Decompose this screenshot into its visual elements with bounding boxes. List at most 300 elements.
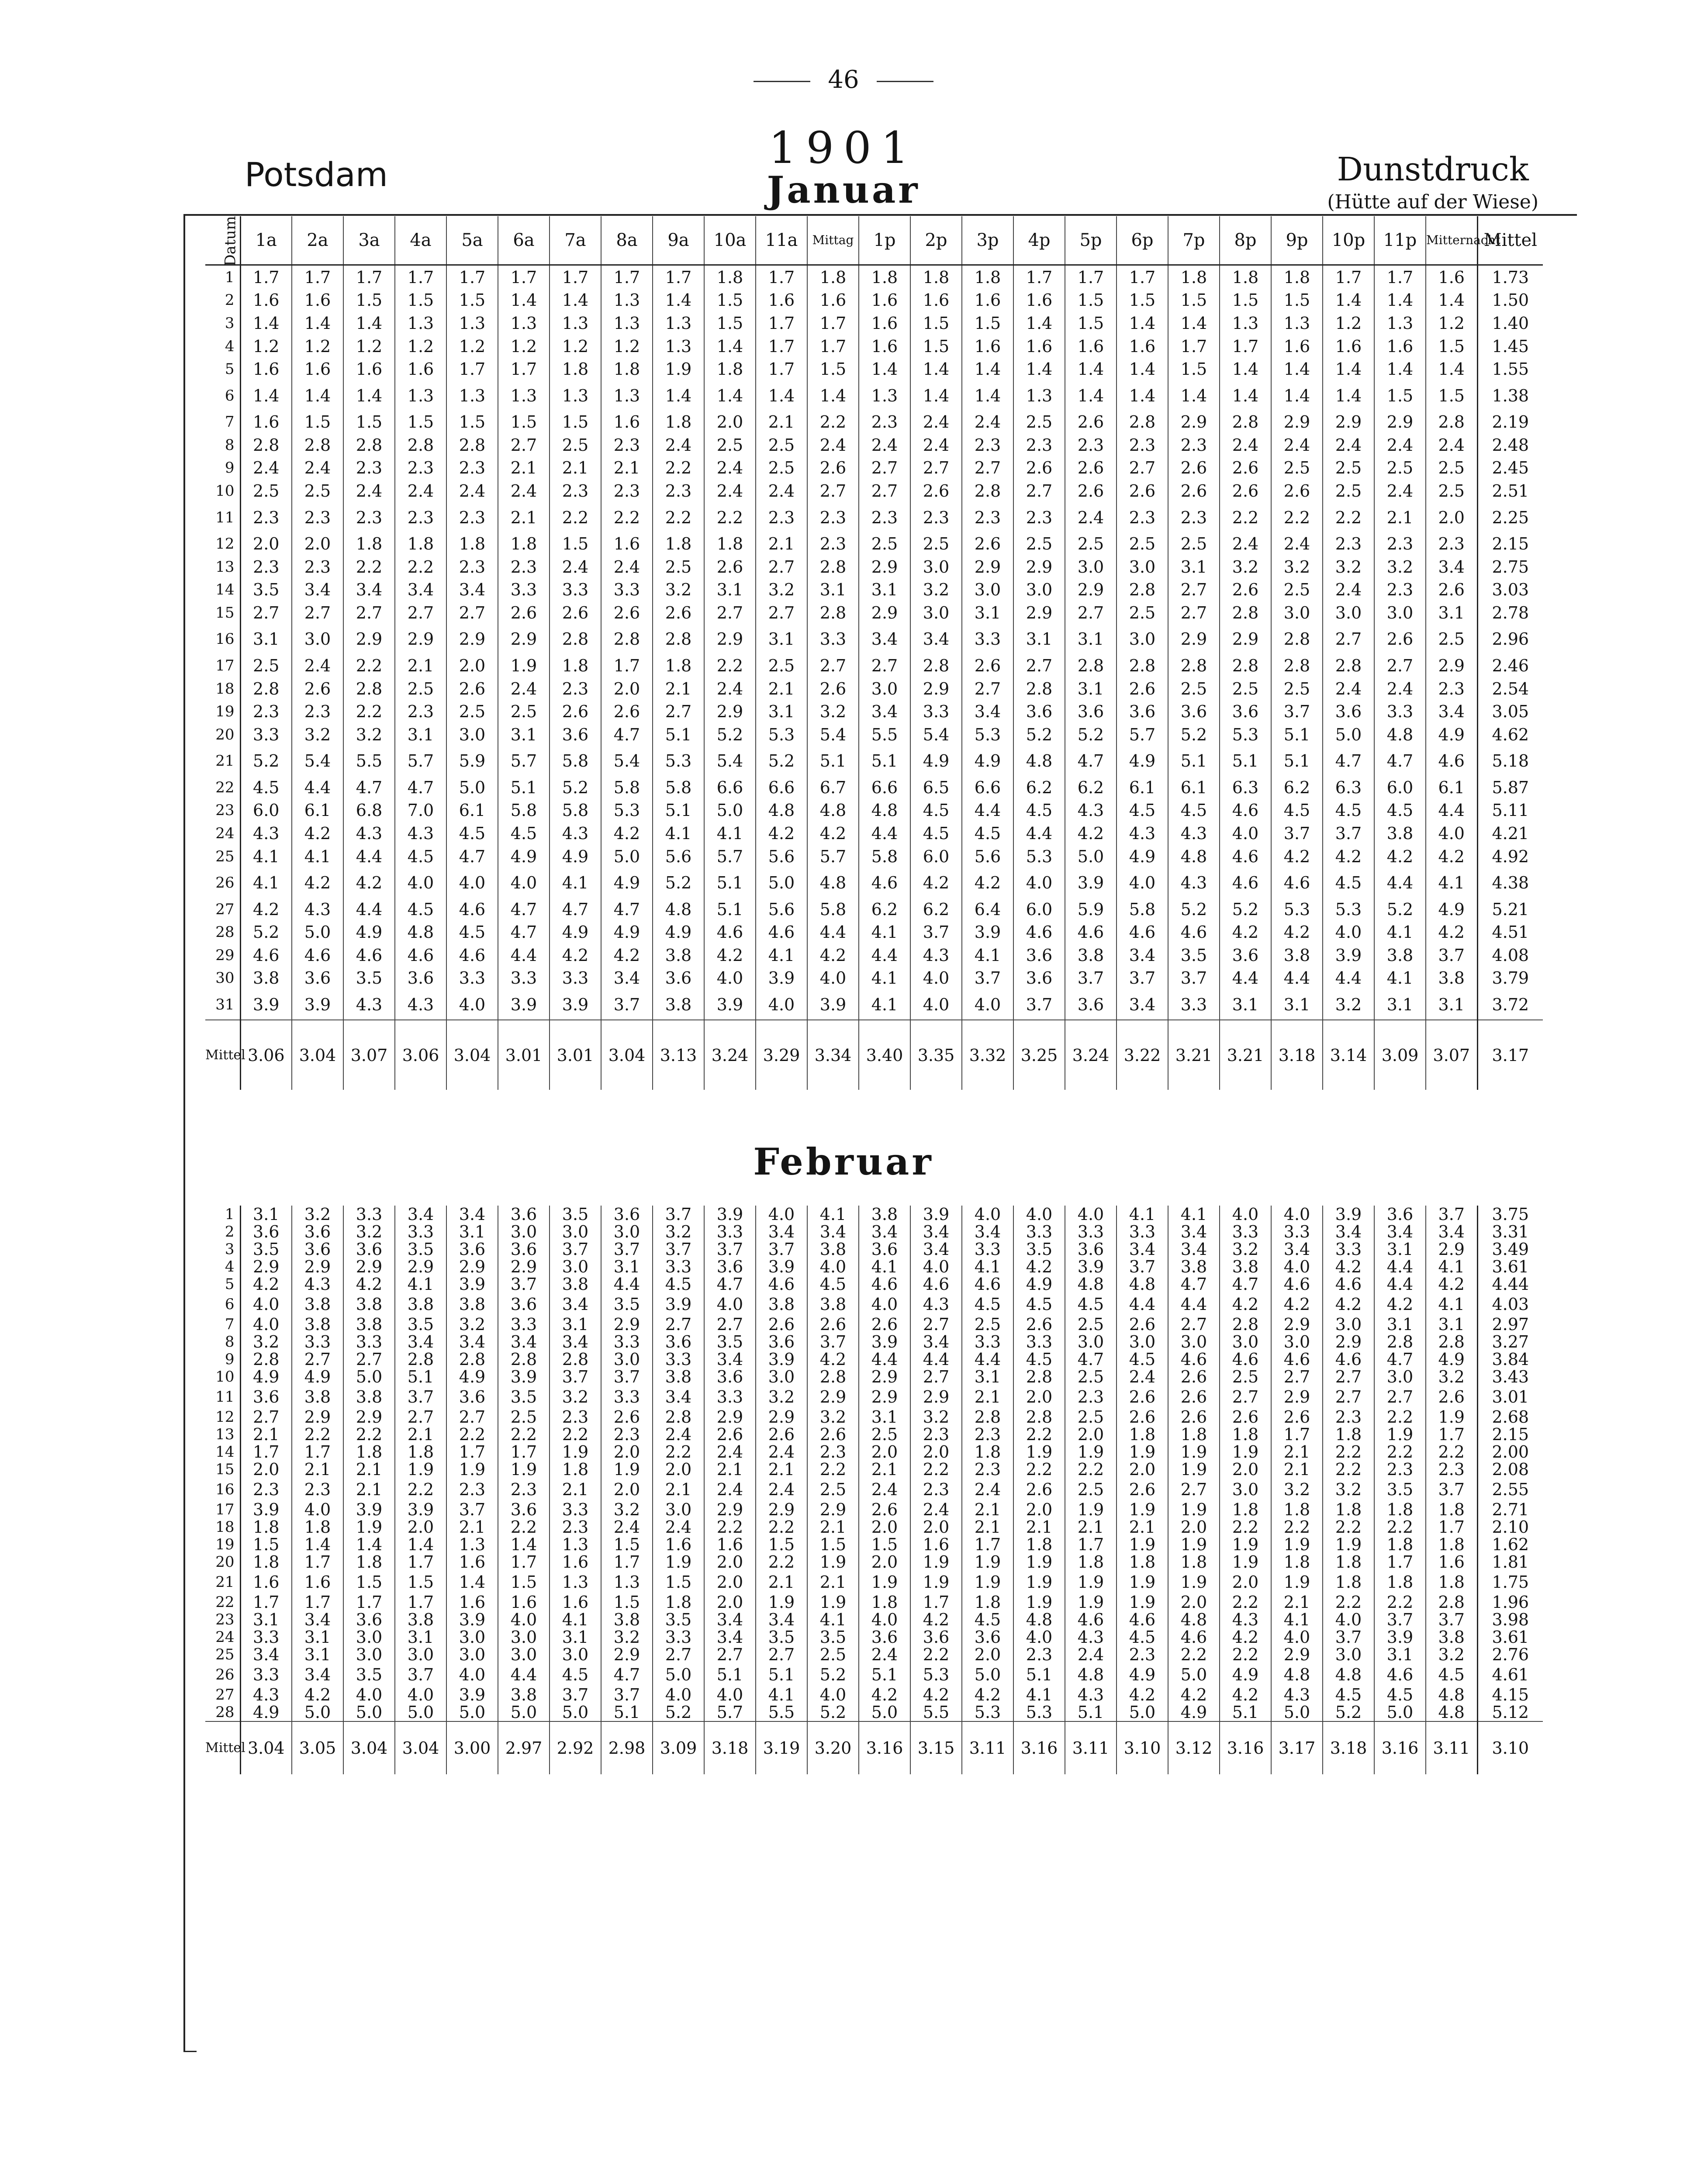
value-cell: 1.8 (653, 411, 704, 434)
value-cell: 5.0 (756, 868, 807, 898)
value-cell: 4.6 (1323, 1275, 1374, 1293)
value-cell: 2.7 (1168, 1316, 1220, 1333)
day-cell: 30 (205, 967, 240, 990)
day-cell: 22 (205, 776, 240, 799)
value-cell: 3.7 (1426, 1611, 1477, 1628)
value-cell: 2.6 (1117, 1408, 1168, 1426)
value-cell: 2.5 (756, 456, 807, 480)
value-cell: 1.8 (1426, 1571, 1477, 1593)
value-cell: 2.6 (1117, 1386, 1168, 1408)
value-cell: 4.5 (910, 822, 962, 845)
value-cell: 3.2 (343, 723, 395, 746)
value-cell: 1.2 (292, 335, 343, 358)
value-cell: 5.0 (1117, 1704, 1168, 1721)
value-cell: 1.8 (1323, 1553, 1374, 1571)
value-cell: 4.2 (292, 822, 343, 845)
value-cell: 2.8 (962, 1408, 1013, 1426)
value-cell: 1.7 (240, 1593, 292, 1611)
value-cell: 6.3 (1323, 776, 1374, 799)
day-cell: 10 (205, 480, 240, 503)
daily-mean-cell: 2.54 (1477, 677, 1543, 700)
value-cell: 3.1 (756, 624, 807, 654)
value-cell: 4.4 (601, 1275, 653, 1293)
daily-mean-cell: 2.68 (1477, 1408, 1543, 1426)
value-cell: 3.3 (240, 1663, 292, 1686)
value-cell: 3.6 (395, 967, 446, 990)
value-cell: 3.5 (343, 967, 395, 990)
daily-mean-cell: 2.46 (1477, 654, 1543, 677)
value-cell: 1.7 (1065, 1536, 1117, 1553)
value-cell: 4.3 (910, 944, 962, 967)
table-row (205, 1553, 1543, 1571)
column-header-mittel: Mittel (1477, 216, 1543, 265)
value-cell: 1.6 (1065, 335, 1117, 358)
value-cell: 2.7 (446, 1408, 498, 1426)
value-cell: 3.8 (1374, 944, 1426, 967)
daily-mean-cell: 2.19 (1477, 411, 1543, 434)
value-cell: 3.1 (807, 578, 859, 601)
value-cell: 2.7 (859, 480, 910, 503)
value-cell: 3.7 (446, 1501, 498, 1518)
day-cell: 6 (205, 1293, 240, 1316)
value-cell: 3.7 (550, 1241, 601, 1258)
value-cell: 5.1 (1013, 1663, 1065, 1686)
value-cell: 1.8 (1426, 1536, 1477, 1553)
value-cell: 2.8 (1220, 654, 1271, 677)
value-cell: 5.3 (962, 1704, 1013, 1721)
value-cell: 3.4 (962, 700, 1013, 723)
value-cell: 3.7 (1323, 1628, 1374, 1646)
value-cell: 4.0 (1013, 868, 1065, 898)
value-cell: 3.2 (1220, 555, 1271, 578)
value-cell: 3.1 (446, 1223, 498, 1241)
day-cell: 24 (205, 1628, 240, 1646)
value-cell: 2.4 (1323, 677, 1374, 700)
value-cell: 2.8 (1323, 654, 1374, 677)
value-cell: 1.8 (962, 1443, 1013, 1461)
value-cell: 3.5 (498, 1386, 550, 1408)
value-cell: 2.2 (343, 1426, 395, 1443)
value-cell: 1.9 (1013, 1553, 1065, 1571)
value-cell: 4.6 (1220, 799, 1271, 822)
value-cell: 3.1 (395, 1628, 446, 1646)
value-cell: 4.7 (1323, 746, 1374, 776)
value-cell: 2.3 (859, 502, 910, 532)
value-cell: 1.4 (240, 381, 292, 411)
daily-mean-cell: 3.49 (1477, 1241, 1543, 1258)
value-cell: 6.2 (910, 898, 962, 921)
value-cell: 1.9 (1323, 1536, 1374, 1553)
value-cell: 4.0 (962, 990, 1013, 1020)
value-cell: 3.0 (498, 1628, 550, 1646)
value-cell: 4.9 (1426, 1351, 1477, 1368)
value-cell: 4.3 (343, 990, 395, 1020)
day-cell: 20 (205, 1553, 240, 1571)
value-cell: 4.4 (292, 776, 343, 799)
value-cell: 2.8 (240, 1351, 292, 1368)
day-cell: 8 (205, 1333, 240, 1351)
value-cell: 2.7 (343, 601, 395, 625)
value-cell: 3.2 (1271, 555, 1323, 578)
value-cell: 2.2 (653, 1443, 704, 1461)
day-cell: 15 (205, 1461, 240, 1478)
hourly-mean-cell: 3.05 (292, 1721, 343, 1774)
column-header-hour: 3a (343, 216, 395, 265)
daily-mean-cell: 2.96 (1477, 624, 1543, 654)
value-cell: 1.2 (601, 335, 653, 358)
value-cell: 3.8 (1065, 944, 1117, 967)
value-cell: 2.3 (1013, 434, 1065, 457)
value-cell: 2.6 (601, 1408, 653, 1426)
value-cell: 4.6 (1168, 1351, 1220, 1368)
value-cell: 4.6 (1065, 1611, 1117, 1628)
value-cell: 2.9 (962, 555, 1013, 578)
value-cell: 4.0 (962, 1206, 1013, 1223)
value-cell: 2.5 (240, 480, 292, 503)
value-cell: 2.9 (1426, 654, 1477, 677)
value-cell: 1.6 (550, 1593, 601, 1611)
hourly-mean-cell: 3.09 (1374, 1020, 1426, 1090)
value-cell: 1.9 (1220, 1553, 1271, 1571)
column-header-datum (205, 216, 240, 265)
value-cell: 4.2 (1271, 845, 1323, 868)
value-cell: 3.6 (1168, 700, 1220, 723)
value-cell: 2.6 (1065, 411, 1117, 434)
value-cell: 4.5 (1013, 799, 1065, 822)
value-cell: 2.3 (1117, 1646, 1168, 1663)
value-cell: 4.7 (395, 776, 446, 799)
value-cell: 5.4 (292, 746, 343, 776)
table-row (205, 1518, 1543, 1536)
value-cell: 2.5 (704, 434, 756, 457)
value-cell: 2.4 (1065, 502, 1117, 532)
value-cell: 3.1 (601, 1258, 653, 1275)
value-cell: 1.4 (1220, 358, 1271, 381)
value-cell: 2.4 (446, 480, 498, 503)
value-cell: 3.6 (1323, 700, 1374, 723)
value-cell: 2.6 (807, 456, 859, 480)
table-row (205, 312, 1543, 335)
value-cell: 1.7 (601, 1553, 653, 1571)
value-cell: 2.6 (1013, 1478, 1065, 1501)
value-cell: 4.3 (1065, 1628, 1117, 1646)
value-cell: 4.0 (1013, 1206, 1065, 1223)
value-cell: 4.5 (446, 921, 498, 944)
value-cell: 2.7 (1117, 456, 1168, 480)
value-cell: 6.1 (1168, 776, 1220, 799)
value-cell: 1.7 (240, 265, 292, 289)
day-cell: 2 (205, 289, 240, 312)
value-cell: 4.2 (962, 1686, 1013, 1704)
daily-mean-cell: 5.21 (1477, 898, 1543, 921)
value-cell: 2.0 (910, 1518, 962, 1536)
value-cell: 2.6 (1168, 1408, 1220, 1426)
value-cell: 5.2 (1168, 723, 1220, 746)
table-row (205, 776, 1543, 799)
value-cell: 4.3 (910, 1293, 962, 1316)
value-cell: 2.2 (1323, 502, 1374, 532)
value-cell: 3.0 (446, 1628, 498, 1646)
value-cell: 1.7 (395, 265, 446, 289)
value-cell: 4.8 (1374, 723, 1426, 746)
value-cell: 3.0 (1168, 1333, 1220, 1351)
value-cell: 1.7 (1220, 335, 1271, 358)
value-cell: 5.5 (910, 1704, 962, 1721)
value-cell: 1.7 (395, 1553, 446, 1571)
value-cell: 1.9 (1168, 1443, 1220, 1461)
value-cell: 5.0 (446, 776, 498, 799)
value-cell: 3.7 (601, 990, 653, 1020)
value-cell: 4.0 (807, 967, 859, 990)
value-cell: 2.4 (240, 456, 292, 480)
value-cell: 2.5 (1323, 480, 1374, 503)
value-cell: 3.1 (498, 723, 550, 746)
value-cell: 5.2 (1220, 898, 1271, 921)
daily-mean-cell: 1.96 (1477, 1593, 1543, 1611)
table-row (205, 677, 1543, 700)
value-cell: 2.9 (1271, 1386, 1323, 1408)
day-cell: 17 (205, 654, 240, 677)
value-cell: 4.6 (292, 944, 343, 967)
table-row (205, 1611, 1543, 1628)
value-cell: 3.4 (601, 967, 653, 990)
value-cell: 4.2 (807, 1351, 859, 1368)
value-cell: 3.9 (395, 1501, 446, 1518)
value-cell: 4.4 (1168, 1293, 1220, 1316)
value-cell: 1.5 (1426, 381, 1477, 411)
value-cell: 3.3 (550, 578, 601, 601)
value-cell: 2.1 (653, 677, 704, 700)
value-cell: 1.6 (1117, 335, 1168, 358)
value-cell: 4.9 (550, 845, 601, 868)
value-cell: 5.2 (756, 746, 807, 776)
value-cell: 2.9 (859, 555, 910, 578)
value-cell: 1.3 (601, 312, 653, 335)
value-cell: 4.7 (498, 898, 550, 921)
value-cell: 2.2 (1323, 1593, 1374, 1611)
value-cell: 4.7 (1374, 746, 1426, 776)
table-row (205, 990, 1543, 1020)
value-cell: 5.8 (498, 799, 550, 822)
value-cell: 1.4 (1374, 289, 1426, 312)
value-cell: 2.8 (1220, 1316, 1271, 1333)
value-cell: 1.8 (653, 654, 704, 677)
value-cell: 2.6 (859, 1501, 910, 1518)
value-cell: 1.5 (343, 289, 395, 312)
value-cell: 4.4 (1220, 967, 1271, 990)
value-cell: 1.8 (1220, 1426, 1271, 1443)
value-cell: 5.0 (704, 799, 756, 822)
value-cell: 2.2 (292, 1426, 343, 1443)
value-cell: 1.6 (240, 289, 292, 312)
day-cell: 8 (205, 434, 240, 457)
value-cell: 2.6 (704, 555, 756, 578)
value-cell: 3.1 (550, 1316, 601, 1333)
value-cell: 1.8 (1271, 265, 1323, 289)
value-cell: 4.3 (1168, 822, 1220, 845)
value-cell: 1.4 (1323, 358, 1374, 381)
value-cell: 3.9 (756, 1351, 807, 1368)
value-cell: 2.6 (807, 1426, 859, 1443)
value-cell: 4.2 (910, 1686, 962, 1704)
value-cell: 1.4 (1013, 312, 1065, 335)
table-row (205, 1593, 1543, 1611)
value-cell: 2.1 (756, 532, 807, 556)
value-cell: 1.2 (1323, 312, 1374, 335)
value-cell: 1.9 (1065, 1593, 1117, 1611)
value-cell: 2.0 (1013, 1501, 1065, 1518)
value-cell: 3.0 (550, 1258, 601, 1275)
value-cell: 2.3 (1013, 502, 1065, 532)
value-cell: 4.8 (1323, 1663, 1374, 1686)
value-cell: 3.2 (343, 1223, 395, 1241)
daily-mean-cell: 4.08 (1477, 944, 1543, 967)
value-cell: 4.9 (1426, 898, 1477, 921)
value-cell: 4.2 (292, 868, 343, 898)
value-cell: 1.8 (653, 532, 704, 556)
value-cell: 2.4 (962, 411, 1013, 434)
value-cell: 4.0 (292, 1501, 343, 1518)
value-cell: 3.8 (395, 1293, 446, 1316)
value-cell: 2.4 (704, 1443, 756, 1461)
value-cell: 4.5 (962, 822, 1013, 845)
value-cell: 1.8 (498, 532, 550, 556)
table-row (205, 1223, 1543, 1241)
value-cell: 2.8 (910, 654, 962, 677)
value-cell: 4.2 (240, 898, 292, 921)
value-cell: 2.9 (1013, 601, 1065, 625)
value-cell: 3.0 (962, 578, 1013, 601)
value-cell: 5.2 (653, 868, 704, 898)
value-cell: 4.9 (962, 746, 1013, 776)
value-cell: 3.9 (756, 1258, 807, 1275)
value-cell: 1.4 (1117, 312, 1168, 335)
value-cell: 1.6 (704, 1536, 756, 1553)
value-cell: 2.2 (1065, 1461, 1117, 1478)
hourly-mean-cell: 3.04 (601, 1020, 653, 1090)
value-cell: 2.0 (395, 1518, 446, 1536)
value-cell: 1.3 (446, 381, 498, 411)
value-cell: 5.6 (756, 845, 807, 868)
value-cell: 3.6 (1013, 944, 1065, 967)
daily-mean-cell: 1.45 (1477, 335, 1543, 358)
column-header-hour: 2a (292, 216, 343, 265)
value-cell: 1.9 (910, 1553, 962, 1571)
value-cell: 1.8 (601, 358, 653, 381)
value-cell: 2.5 (1426, 624, 1477, 654)
hourly-mean-cell: 3.32 (962, 1020, 1013, 1090)
day-cell: 25 (205, 1646, 240, 1663)
value-cell: 3.1 (1220, 990, 1271, 1020)
value-cell: 3.0 (1117, 555, 1168, 578)
value-cell: 3.3 (1374, 700, 1426, 723)
value-cell: 2.5 (1374, 456, 1426, 480)
value-cell: 3.8 (653, 1368, 704, 1386)
value-cell: 2.4 (1271, 532, 1323, 556)
parameter-name: Dunstdruck (1337, 151, 1529, 188)
value-cell: 2.3 (601, 480, 653, 503)
value-cell: 2.3 (395, 700, 446, 723)
value-cell: 4.0 (704, 1293, 756, 1316)
value-cell: 5.0 (498, 1704, 550, 1721)
value-cell: 3.6 (240, 1386, 292, 1408)
value-cell: 2.1 (343, 1478, 395, 1501)
value-cell: 4.7 (601, 1663, 653, 1686)
hourly-mean-cell: 3.00 (446, 1721, 498, 1774)
value-cell: 3.2 (1323, 555, 1374, 578)
table-row (205, 502, 1543, 532)
value-cell: 3.9 (1374, 1628, 1426, 1646)
value-cell: 2.5 (1013, 411, 1065, 434)
value-cell: 3.2 (653, 578, 704, 601)
daily-mean-cell: 2.10 (1477, 1518, 1543, 1536)
value-cell: 2.4 (704, 456, 756, 480)
daily-mean-cell: 3.01 (1477, 1386, 1543, 1408)
value-cell: 2.3 (240, 555, 292, 578)
value-cell: 4.1 (550, 1611, 601, 1628)
value-cell: 3.0 (1065, 1333, 1117, 1351)
value-cell: 2.7 (910, 1368, 962, 1386)
value-cell: 5.2 (1065, 723, 1117, 746)
value-cell: 4.2 (1065, 822, 1117, 845)
value-cell: 4.7 (446, 845, 498, 868)
value-cell: 3.5 (601, 1293, 653, 1316)
value-cell: 2.0 (704, 1553, 756, 1571)
value-cell: 3.5 (653, 1611, 704, 1628)
value-cell: 4.5 (962, 1293, 1013, 1316)
value-cell: 2.9 (343, 624, 395, 654)
hourly-mean-cell: 3.25 (1013, 1020, 1065, 1090)
value-cell: 2.2 (704, 654, 756, 677)
column-header-hour: 2p (910, 216, 962, 265)
value-cell: 2.2 (756, 1518, 807, 1536)
table-row (205, 868, 1543, 898)
value-cell: 2.2 (1220, 502, 1271, 532)
column-header-hour: 5a (446, 216, 498, 265)
value-cell: 2.6 (859, 1316, 910, 1333)
value-cell: 2.2 (756, 1553, 807, 1571)
value-cell: 3.7 (1168, 967, 1220, 990)
value-cell: 4.2 (240, 1275, 292, 1293)
value-cell: 6.1 (446, 799, 498, 822)
value-cell: 2.6 (1220, 456, 1271, 480)
value-cell: 4.7 (498, 921, 550, 944)
value-cell: 2.6 (807, 677, 859, 700)
table-row (205, 1571, 1543, 1593)
value-cell: 5.8 (1117, 898, 1168, 921)
value-cell: 2.8 (962, 480, 1013, 503)
value-cell: 2.3 (601, 1426, 653, 1443)
value-cell: 3.0 (498, 1223, 550, 1241)
value-cell: 5.2 (1168, 898, 1220, 921)
value-cell: 5.1 (756, 1663, 807, 1686)
value-cell: 3.6 (962, 1628, 1013, 1646)
value-cell: 5.0 (1271, 1704, 1323, 1721)
value-cell: 3.2 (550, 1386, 601, 1408)
daily-mean-cell: 1.73 (1477, 265, 1543, 289)
value-cell: 1.6 (395, 358, 446, 381)
value-cell: 3.4 (962, 1223, 1013, 1241)
value-cell: 1.3 (601, 1571, 653, 1593)
value-cell: 2.7 (704, 1646, 756, 1663)
value-cell: 1.2 (395, 335, 446, 358)
day-cell: 16 (205, 624, 240, 654)
value-cell: 1.5 (498, 411, 550, 434)
value-cell: 2.2 (704, 1518, 756, 1536)
value-cell: 2.1 (1013, 1518, 1065, 1536)
value-cell: 2.3 (1374, 1461, 1426, 1478)
value-cell: 2.3 (498, 555, 550, 578)
